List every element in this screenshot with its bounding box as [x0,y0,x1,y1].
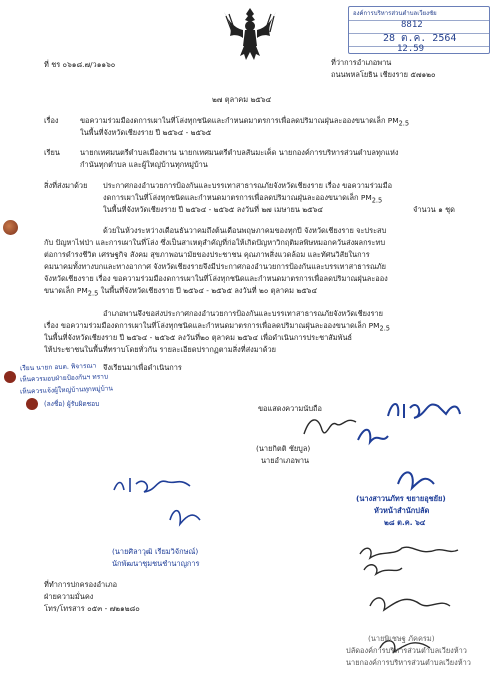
handwritten-note-left [110,474,210,534]
subject-line-1 [80,116,409,128]
body2-text: เรื่อง ขอความร่วมมืองดการเผาในที่โล่งทุกชนิดและกำหนดมาตรการเพื่อลดปริมาณฝุ่นละอองขนาดเล็ก PM [44,321,380,330]
footer-line-2: นายกองค์การบริหารส่วนตำบลเวียงห้าว [346,658,471,667]
pm-subscript: 2.5 [87,289,99,298]
enclosure-label: สิ่งที่ส่งมาด้วย [44,181,88,190]
subject-label: เรื่อง [44,116,59,125]
body1-line-5: จังหวัดเชียงราย เรื่อง ขอความร่วมมืองดการเผาในที่โล่งทุกชนิดและกำหนดมาตรการเพื่อลดปริมาณฝุ่นละออง [44,274,388,283]
enclosure-line-2 [103,193,382,205]
note-signature: (ลงชื่อ) ผู้รับผิดชอบ [44,400,100,408]
footer-line-1: ปลัดองค์การบริหารส่วนตำบลเวียงห้าว [346,646,467,655]
closing-request: จึงเรียนมาเพื่อดำเนินการ [103,363,182,372]
ink-dot [26,398,38,410]
note-line-1: เรียน นายก อบต. พิจารณา [19,361,97,373]
stamp-time: 12.59 [397,44,425,54]
contact-phone: โทร/โทรสาร ๐๕๓ - ๗๒๑๒๘๐ [44,604,140,613]
date-day: ๒๗ [212,95,223,104]
regards-text: ขอแสดงความนับถือ [258,404,322,413]
receipt-stamp [348,6,490,54]
recipient-line-1: นายกเทศมนตรีตำบลเมืองพาน นายกเทศมนตรีตำบลสันมะเค็ด นายกองค์การบริหารส่วนตำบลทุกแห่ง [80,148,399,157]
office-name: ที่ว่าการอำเภอพาน [331,58,392,67]
footer-name: (นายพิเชษฐ ภัคครม) [368,634,435,643]
stamp-org: องค์การบริหารส่วนตำบลเวียงชัย [353,10,437,17]
note-line-2: เห็นควรมอบฝ่ายป้องกันฯ ทราบ [19,372,109,384]
body1-line-4: คมนาคมทั้งทางบกและทางอากาศ จังหวัดเชียงรายจึงมีประกาศกองอำนวยการป้องกันและบรรเทาสาธารณภัย [44,262,387,271]
note-line-3: เห็นควรแจ้งผู้ใหญ่บ้านทุกหมู่บ้าน [19,384,114,396]
recipient-line-2: กำนันทุกตำบล และผู้ใหญ่บ้านทุกหมู่บ้าน [80,160,208,169]
assistant-name: (นายศิลาวุฒิ เรียมวิจักษณ์) [112,547,199,556]
approver-title: หัวหน้าสำนักปลัด [374,506,430,515]
body2-line-3: ในพื้นที่จังหวัดเชียงราย ปี ๒๕๖๔ - ๒๕๖๕ ลงวันที่๒๐ ตุลาคม ๒๕๖๔ เพื่อดำเนินการประชาสัมพันธ์ [44,333,353,342]
body2-line-4: ให้ประชาชนในพื้นที่ทราบโดยทั่วกัน รายละเอียดปรากฏตามสิ่งที่ส่งมาด้วย [44,345,277,354]
subject-text: ขอความร่วมมืองดการเผาในที่โล่งทุกชนิดและกำหนดมาตรการเพื่อลดปริมาณฝุ่นละอองขนาดเล็ก PM [80,116,399,125]
enclosure-count: จำนวน ๑ ชุด [413,205,455,214]
stamp-number: 8812 [401,20,423,30]
signer-title: นายอำเภอพาน [261,456,310,465]
pm-subscript: 2.5 [398,119,410,128]
pm-subscript: 2.5 [371,196,383,205]
recipient-label: เรียน [44,148,60,157]
stamp-date: 28 ต.ค. 2564 [383,33,457,44]
body2-line-1: อำเภอพานจึงขอส่งประกาศกองอำนวยการป้องกันและบรรเทาสาธารณภัยจังหวัดเชียงราย [103,309,383,318]
contact-division: ฝ่ายความมั่นคง [44,592,94,601]
body1-text-a: ขนาดเล็ก PM [44,286,88,295]
assistant-title: นักพัฒนาชุมชนชำนาญการ [112,559,200,568]
contact-office: ที่ทำการปกครองอำเภอ [44,580,118,589]
office-address: ถนนพหลโยธิน เชียงราย ๕๗๑๒๐ [331,70,436,79]
reference-number: ที่ ชร ๐๖๑๘.๗/ว๑๑๖๐ [44,60,116,69]
document-date [212,95,271,104]
enclosure-line-1: ประกาศกองอำนวยการป้องกันและบรรเทาสาธารณภัยจังหวัดเชียงราย เรื่อง ขอความร่วมมือ [103,181,393,190]
body1-line-1: ด้วยในห้วงระหว่างเดือนธันวาคมถึงต้นเดือนพฤษภาคมของทุกปี จังหวัดเชียงราย จะประสบ [103,226,387,235]
pm-subscript: 2.5 [379,324,390,333]
approver-name: (นางสาวนภัทร ขยายอุชยัย) [356,494,446,503]
body1-text-b: ในพื้นที่จังหวัดเชียงราย ปี ๒๕๖๔ - ๒๕๖๕ ลงวันที่ ๒๐ ตุลาคม ๒๕๖๔ [98,286,318,295]
punch-hole [3,220,18,235]
signer-name: (นายกิตติ ชัยบูล) [256,444,311,453]
ink-dot [4,371,16,383]
body1-line-2: กับ ปัญหาไฟป่า และการเผาในที่โล่ง ซึ่งเป็นสาเหตุสำคัญที่ก่อให้เกิดปัญหาวิกฤติมลพิษหมอกควันส่งผลกระทบ [44,238,386,247]
enclosure-text: งดการเผาในที่โล่งทุกชนิดและกำหนดมาตรการเพื่อลดปริมาณฝุ่นละอองขนาดเล็ก PM [103,193,372,202]
body1-line-3: ต่อการดำรงชีวิต เศรษฐกิจ สังคม สุขภาพอนามัยของประชาชน คุณภาพสิ่งแวดล้อม และทัศนวิสัยในการ [44,250,370,259]
subject-line-2: ในพื้นที่จังหวัดเชียงราย ปี ๒๕๖๔ - ๒๕๖๕ [80,128,212,137]
body2-line-2 [44,321,390,333]
enclosure-line-3: ในพื้นที่จังหวัดเชียงราย ปี ๒๕๖๔ - ๒๕๖๕ ลงวันที่ ๒๗ เมษายน ๒๕๖๔ [103,205,323,214]
handwritten-approval [348,396,468,506]
garuda-emblem [222,6,278,64]
body1-line-6 [44,286,317,298]
date-month-year: ตุลาคม ๒๕๖๔ [224,95,272,104]
approver-date: ๒๘ ต.ค. ๖๔ [384,518,426,527]
